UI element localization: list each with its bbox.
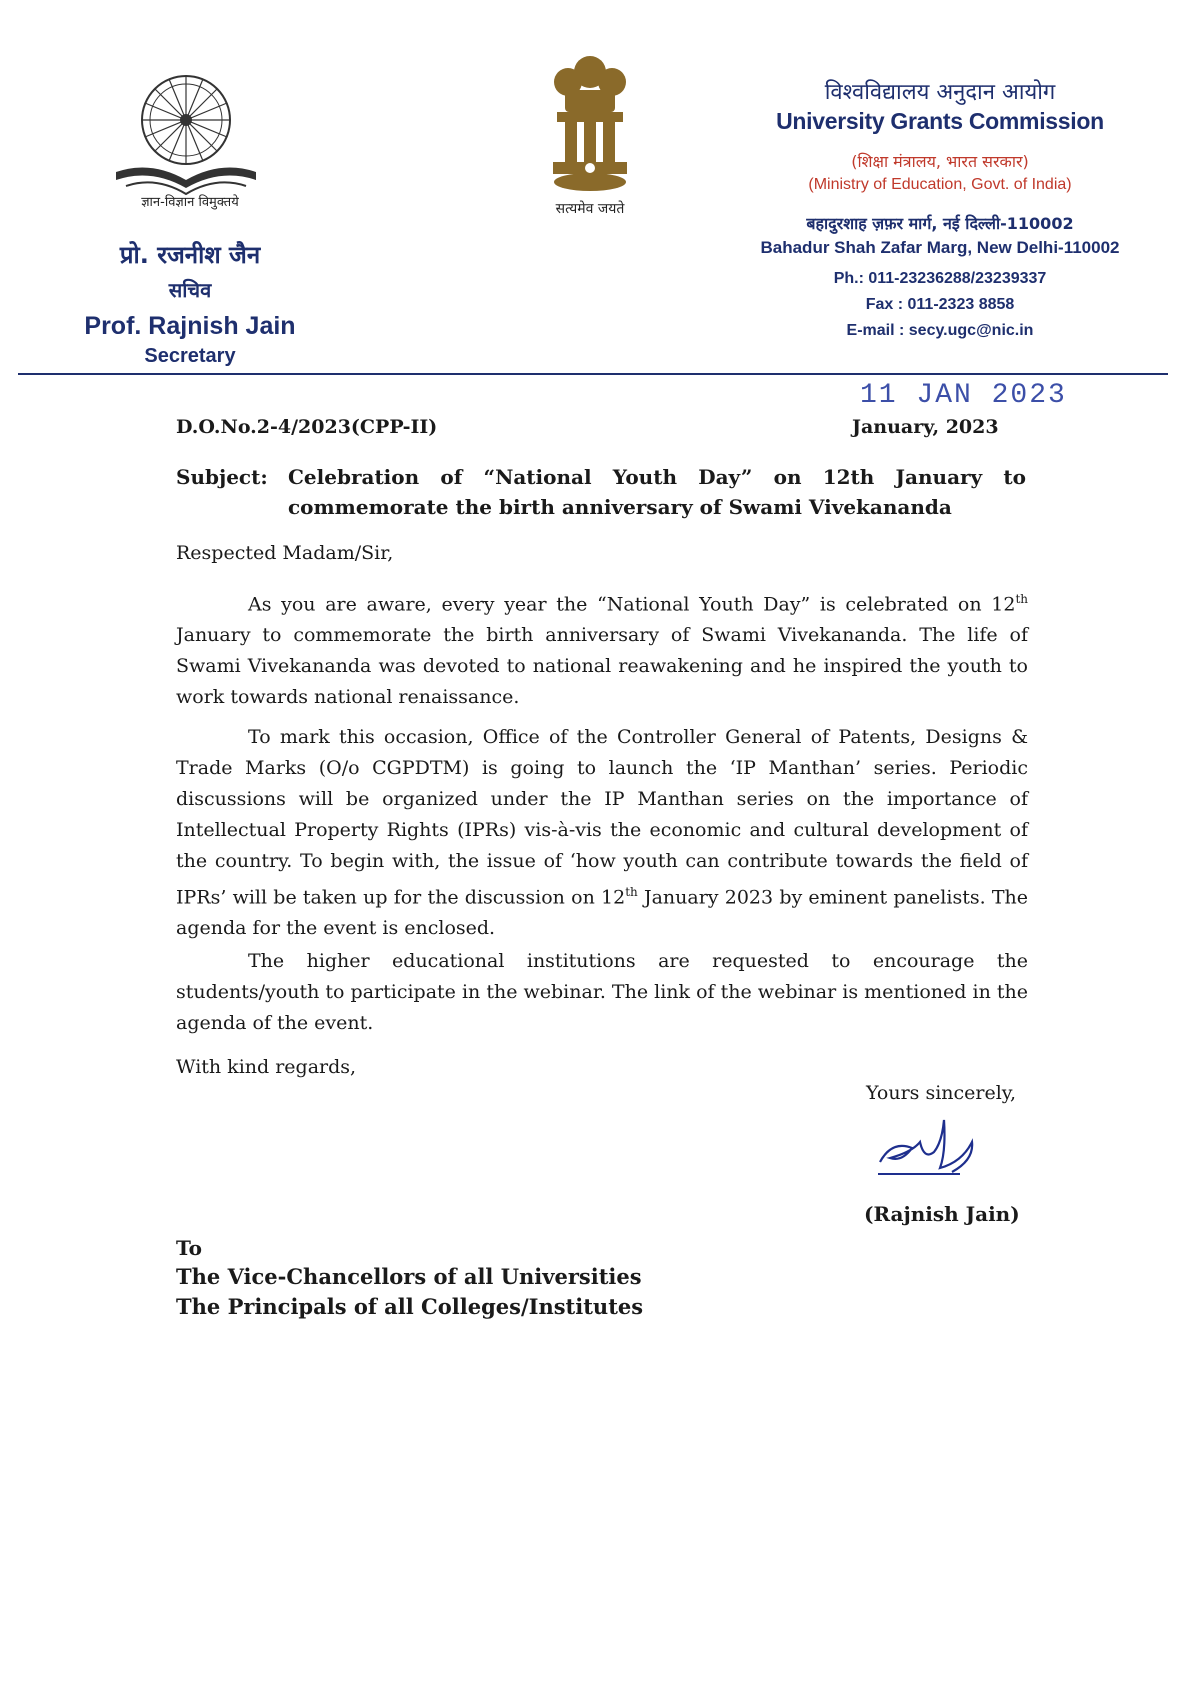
reference-number: D.O.No.2-4/2023(CPP-II) bbox=[176, 416, 438, 438]
ministry: (Ministry of Education, Govt. of India) bbox=[808, 176, 1072, 193]
signatory-name: (Rajnish Jain) bbox=[864, 1202, 1020, 1226]
subject-line bbox=[176, 462, 1028, 522]
ugc-logo bbox=[106, 62, 266, 212]
subject-text: Celebration of “National Youth Day” on 12th January to commemorate the birth anniversary of Swami Vivekananda bbox=[288, 465, 1026, 519]
secretary-title: Secretary bbox=[144, 345, 236, 367]
paragraph-2: To mark this occasion, Office of the Controller General of Patents, Designs & Trade Marks (O/o CGPDTM) is going to launch the ‘IP Manthan’ series. Periodic discussions will be organized under the IP Manthan series on the importance of Intellectual Property Rights (IPRs) vis-à-vis the economic and cultural development of the country. To begin with, the issue of ‘how youth can contribute towards the field of IPRs’ will be taken up for the discussion on 12th January 2023 by eminent panelists. The agenda for the event is enclosed. bbox=[176, 726, 1028, 940]
yours-sincerely: Yours sincerely, bbox=[866, 1082, 1017, 1104]
org-name: University Grants Commission bbox=[776, 108, 1104, 134]
org-name-hindi: विश्वविद्यालय अनुदान आयोग bbox=[824, 80, 1056, 105]
email-address: E-mail : secy.ugc@nic.in bbox=[846, 322, 1034, 339]
salutation: Respected Madam/Sir, bbox=[176, 542, 394, 564]
date-stamp: 11 JAN 2023 bbox=[860, 380, 1067, 411]
recipient: The Vice-Chancellors of all Universities bbox=[176, 1264, 642, 1289]
paragraph-3: The higher educational institutions are requested to encourage the students/youth to participate in the webinar. The link of the webinar is mentioned in the agenda of the event. bbox=[176, 950, 1028, 1034]
address: Bahadur Shah Zafar Marg, New Delhi-110002 bbox=[760, 238, 1120, 257]
fax-number: Fax : 011-2323 8858 bbox=[865, 296, 1015, 313]
signature bbox=[872, 1112, 992, 1192]
recipient: The Principals of all Colleges/Institutes bbox=[176, 1294, 644, 1319]
closing: With kind regards, bbox=[176, 1056, 357, 1078]
phone-number: Ph.: 011-23236288/23239337 bbox=[833, 270, 1047, 287]
header-divider bbox=[18, 373, 1168, 375]
national-emblem-icon bbox=[535, 50, 645, 200]
letter-date: January, 2023 bbox=[852, 416, 999, 438]
secretary-name: Prof. Rajnish Jain bbox=[84, 312, 296, 340]
subject-label: Subject: bbox=[176, 465, 268, 489]
ugc-motto: ज्ञान-विज्ञान विमुक्तये bbox=[141, 195, 239, 210]
address-hindi: बहादुरशाह ज़फ़र मार्ग, नई दिल्ली-110002 bbox=[806, 214, 1074, 233]
emblem-motto: सत्यमेव जयते bbox=[555, 201, 625, 217]
secretary-title-hindi: सचिव bbox=[168, 278, 212, 302]
paragraph-1: As you are aware, every year the “National Youth Day” is celebrated on 12th January to commemorate the birth anniversary of Swami Vivekananda. The life of Swami Vivekananda was devoted to national reawakening and he inspired the youth to work towards national renaissance. bbox=[176, 592, 1028, 709]
to-label: To bbox=[176, 1236, 202, 1260]
ministry-hindi: (शिक्षा मंत्रालय, भारत सरकार) bbox=[851, 152, 1029, 171]
secretary-name-hindi: प्रो. रजनीश जैन bbox=[119, 241, 261, 269]
